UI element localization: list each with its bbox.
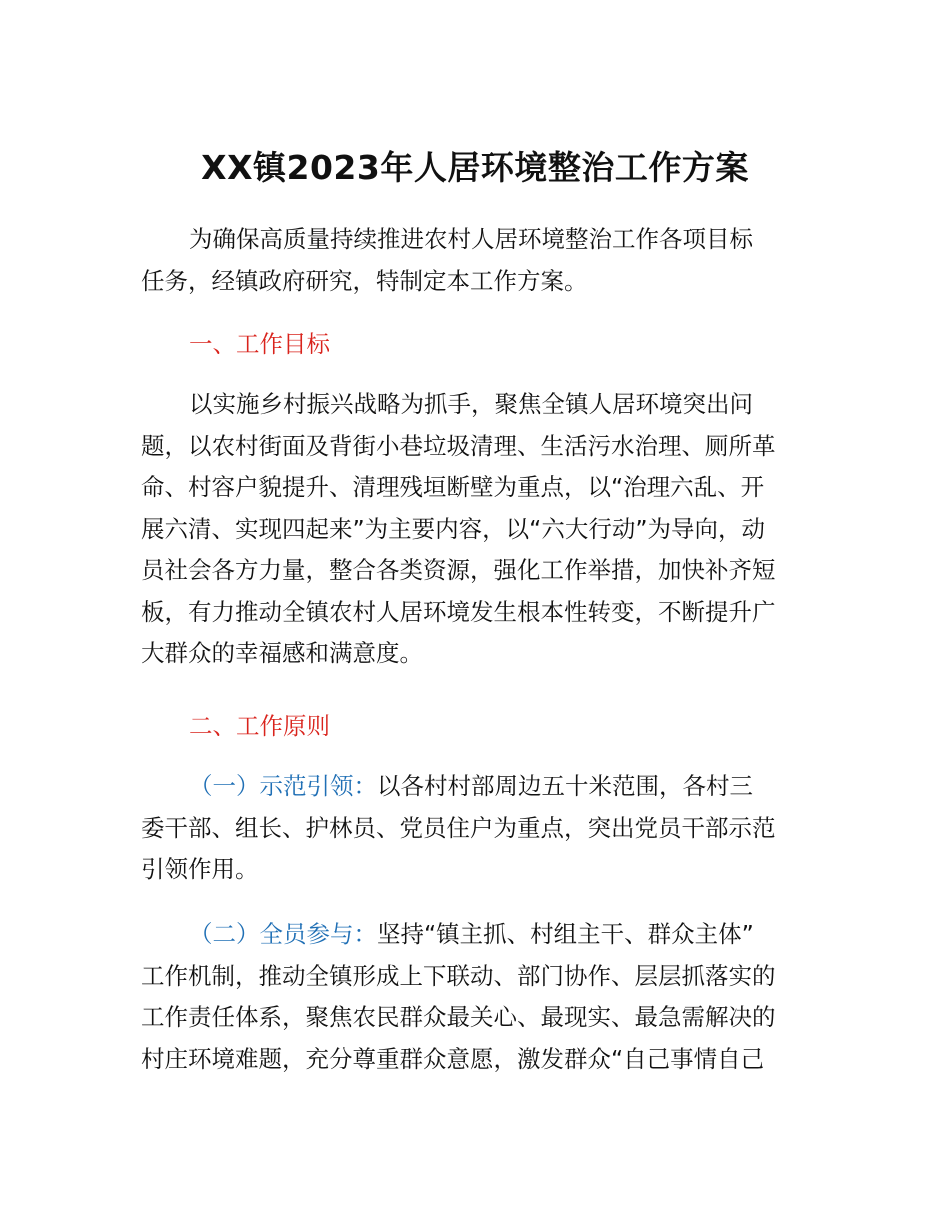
principle-2-line: 工作机制，推动全镇形成上下联动、部门协作、层层抓落实的 [141,961,776,990]
principle-2-first-text: 坚持“镇主抓、村组主干、群众主体” [377,920,754,948]
intro-paragraph [141,219,821,302]
document-title: XX镇2023年人居环境整治工作方案 [201,148,749,187]
principle-1-line: 引领作用。 [141,855,259,883]
principle-item-2 [141,914,821,1080]
goals-paragraph [141,384,821,675]
goals-line: 大群众的幸福感和满意度。 [141,639,423,667]
goals-line: 题，以农村街面及背街小巷垃圾清理、生活污水治理、厕所革 [141,431,776,460]
principle-2-first-line [141,914,821,956]
principle-1-first-line [141,766,821,808]
principle-1-line: 委干部、组长、护林员、党员住户为重点，突出党员干部示范 [141,813,776,842]
principle-2-line: 村庄环境难题，充分尊重群众意愿，激发群众“自己事情自己 [141,1044,765,1073]
intro-line: 为确保高质量持续推进农村人居环境整治工作各项目标 [189,225,753,253]
goals-line: 以实施乡村振兴战略为抓手，聚焦全镇人居环境突出问 [189,390,753,418]
goals-line: 展六清、实现四起来”为主要内容，以“六大行动”为导向，动 [141,514,766,543]
section-heading-principles: 二、工作原则 [189,712,330,740]
principle-2-lead: （二）全员参与： [189,920,377,948]
principle-item-1 [141,766,821,891]
intro-line: 任务，经镇政府研究，特制定本工作方案。 [141,266,588,295]
section-heading-goals: 一、工作目标 [189,330,330,358]
goals-line: 板，有力推动全镇农村人居环境发生根本性转变，不断提升广 [141,597,776,626]
principle-1-first-text: 以各村村部周边五十米范围，各村三 [377,772,753,800]
goals-line: 命、村容户貌提升、清理残垣断壁为重点，以“治理六乱、开 [141,473,765,501]
principle-1-lead: （一）示范引领： [189,772,377,800]
goals-line: 员社会各方力量，整合各类资源，强化工作举措，加快补齐短 [141,556,776,584]
principle-2-line: 工作责任体系，聚焦农民群众最关心、最现实、最急需解决的 [141,1003,776,1031]
